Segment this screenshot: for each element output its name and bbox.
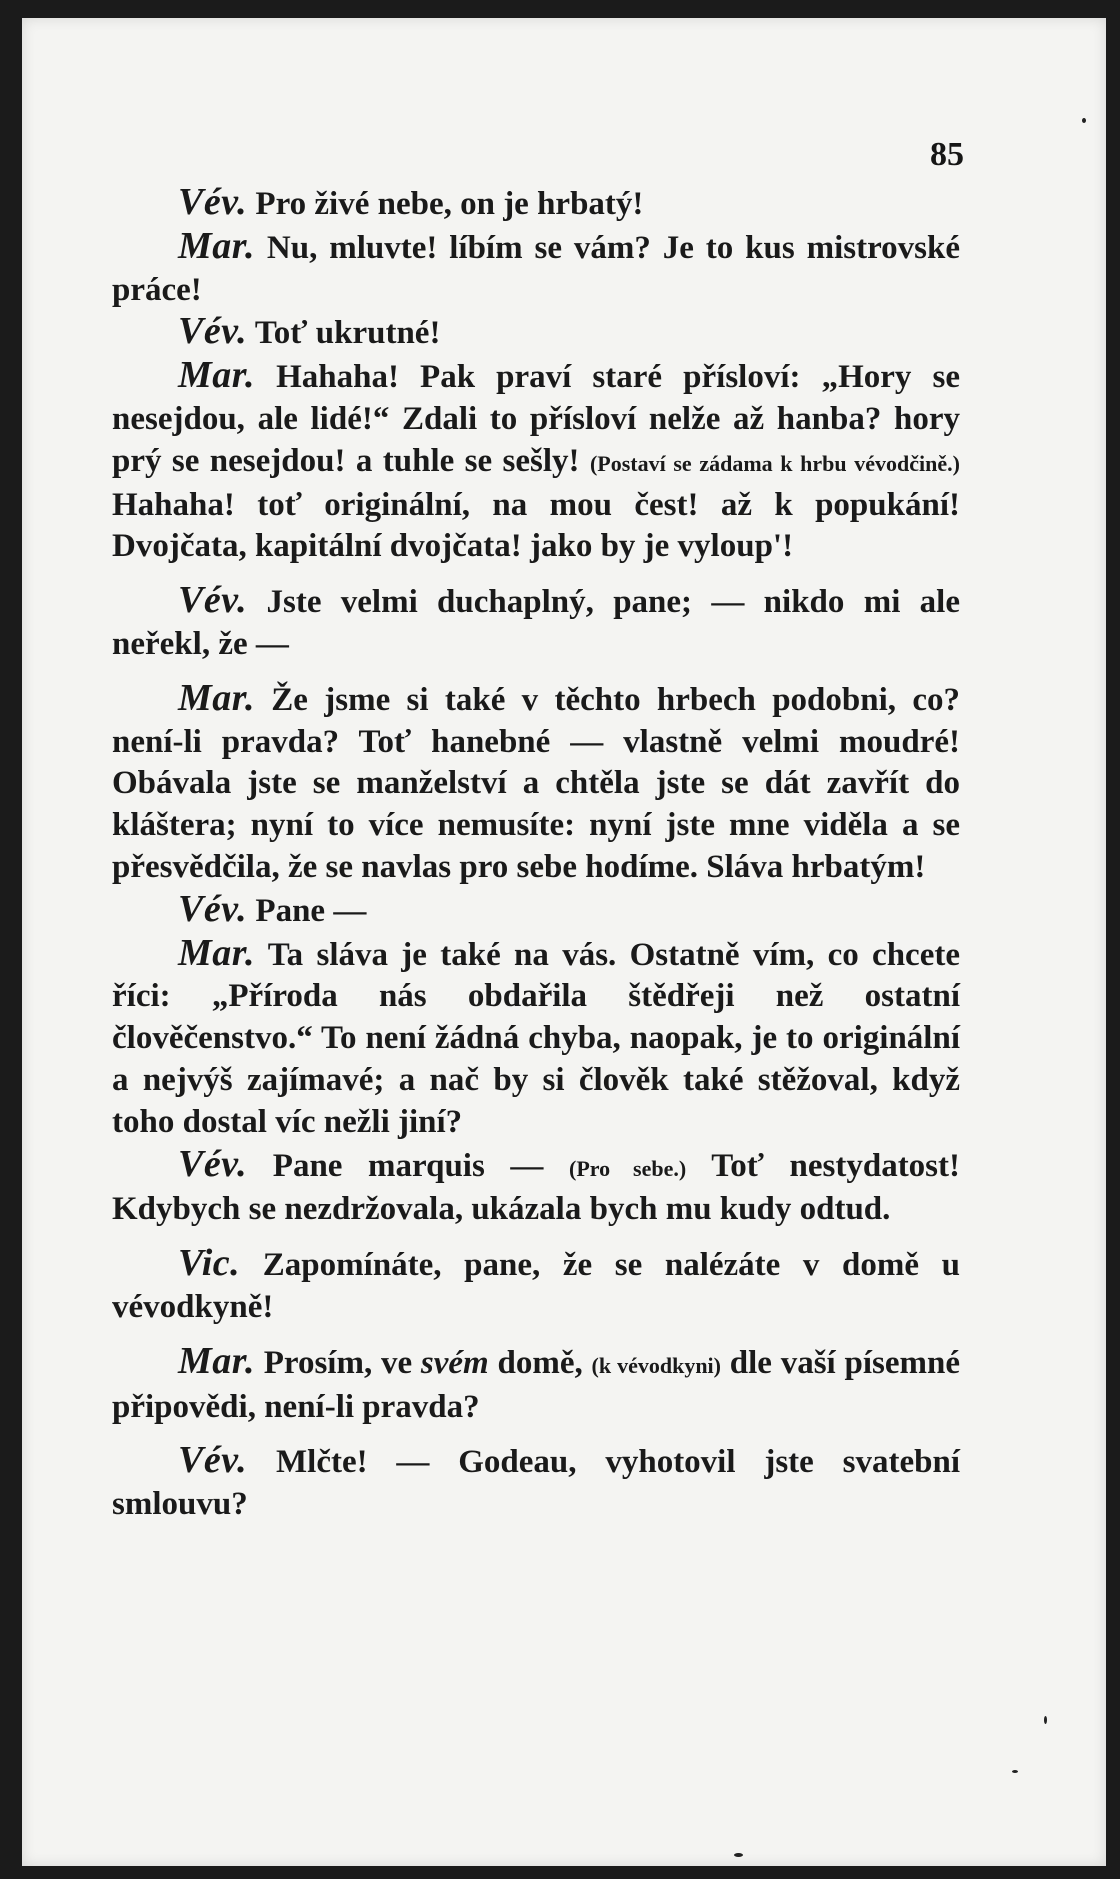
- dialogue-text: Toť nestydatost! Kdybych se nezdržovala, ukázala bych mu kudy odtud.: [112, 1147, 960, 1228]
- paper-speck: [734, 1853, 743, 1857]
- dialogue-text: Že jsme si také v těchto hrbech podobni, co? není-li pravda? Toť hanebné — vlastně velmi moudré! Obávala jste se manželství a chtěla jste se dát zavřít do kláštera; nyní to více nemusíte: nyní jste mne viděla a se přesvědčila, že se navlas pro sebe hodíme. Sláva hrbatým!: [112, 681, 960, 885]
- stage-direction: (Pro sebe.): [569, 1155, 687, 1181]
- dialogue-text: Zapomínáte, pane, že se nalézáte v domě u vévodkyně!: [112, 1247, 960, 1325]
- speaker-name: Vév.: [178, 579, 248, 622]
- dialogue-line: [112, 1440, 960, 1526]
- dialogue-text: Mlčte! — Godeau, vyhotovil jste svatební smlouvu?: [112, 1444, 960, 1523]
- speaker-name: Vév.: [178, 1142, 248, 1185]
- dialogue-text: Ta sláva je také na vás. Ostatně vím, co chcete říci: „Příroda nás obdařila štědřeji než ostatní člověčenstvo.“ To není žádná chyba, naopak, je to originální a nejvýš zajímavé; a nač by si člověk také stěžoval, když toho dostal víc nežli jiní?: [112, 936, 960, 1140]
- dialogue-text: Pane marquis —: [247, 1147, 570, 1184]
- dialogue-text: Pro živé nebe, on je hrbatý!: [247, 186, 644, 222]
- page-number: 85: [930, 136, 964, 173]
- dialogue-text: Hahaha! Pak praví staré přísloví: „Hory se nesejdou, ale lidé!“ Zdali to přísloví nelže až hanba? hory prý se nesejdou! a tuhle se sešly!: [112, 359, 960, 479]
- dialogue-line: [112, 1341, 960, 1429]
- dialogue-line: [112, 889, 960, 933]
- dialogue-text: Jste velmi duchaplný, pane; — nikdo mi ale neřekl, že —: [112, 584, 960, 662]
- page-text: [112, 182, 960, 1526]
- speaker-name: Mar.: [178, 224, 255, 267]
- dialogue-text: Prosím, ve: [254, 1344, 421, 1381]
- dialogue-text: Nu, mluvte! líbím se vám? Je to kus mistrovské práce!: [112, 229, 960, 308]
- dialogue-line: [112, 1144, 960, 1232]
- dialogue-text: domě,: [488, 1344, 592, 1381]
- dialogue-line: [112, 355, 960, 568]
- paper-speck: [1082, 118, 1086, 123]
- book-page: [22, 18, 1106, 1866]
- speaker-name: Vév.: [178, 887, 248, 930]
- dialogue-line: [112, 1243, 960, 1329]
- speaker-name: Mar.: [178, 676, 255, 719]
- speaker-name: Vév.: [178, 181, 248, 223]
- dialogue-line: [112, 311, 960, 355]
- dialogue-text: dle vaší písemné připovědi, není-li pravda?: [112, 1344, 960, 1425]
- stage-direction: (Postaví se zádama k hrbu vévodčině.): [589, 450, 960, 476]
- paper-speck: [1044, 1716, 1047, 1724]
- dialogue-text: Pane —: [247, 892, 367, 929]
- paper-speck: [1012, 1770, 1018, 1773]
- speaker-name: Mar.: [178, 931, 255, 974]
- dialogue-line: [112, 226, 960, 312]
- speaker-name: Mar.: [178, 354, 255, 397]
- dialogue-text: Toť ukrutné!: [247, 315, 441, 352]
- speaker-name: Mar.: [178, 1339, 255, 1382]
- dialogue-line: [112, 933, 960, 1144]
- dialogue-text: Hahaha! toť originální, na mou čest! až k popukání! Dvojčata, kapitální dvojčata! jako by je vyloup'!: [112, 486, 960, 565]
- speaker-name: Vév.: [178, 310, 248, 353]
- dialogue-line: [112, 580, 960, 666]
- speaker-name: Vév.: [178, 1439, 248, 1482]
- stage-direction: (k vévodkyni): [591, 1352, 721, 1378]
- dialogue-line: [112, 678, 960, 889]
- emphasized-word: svém: [420, 1344, 489, 1381]
- speaker-name: Vic.: [178, 1242, 241, 1285]
- dialogue-line: [112, 182, 960, 226]
